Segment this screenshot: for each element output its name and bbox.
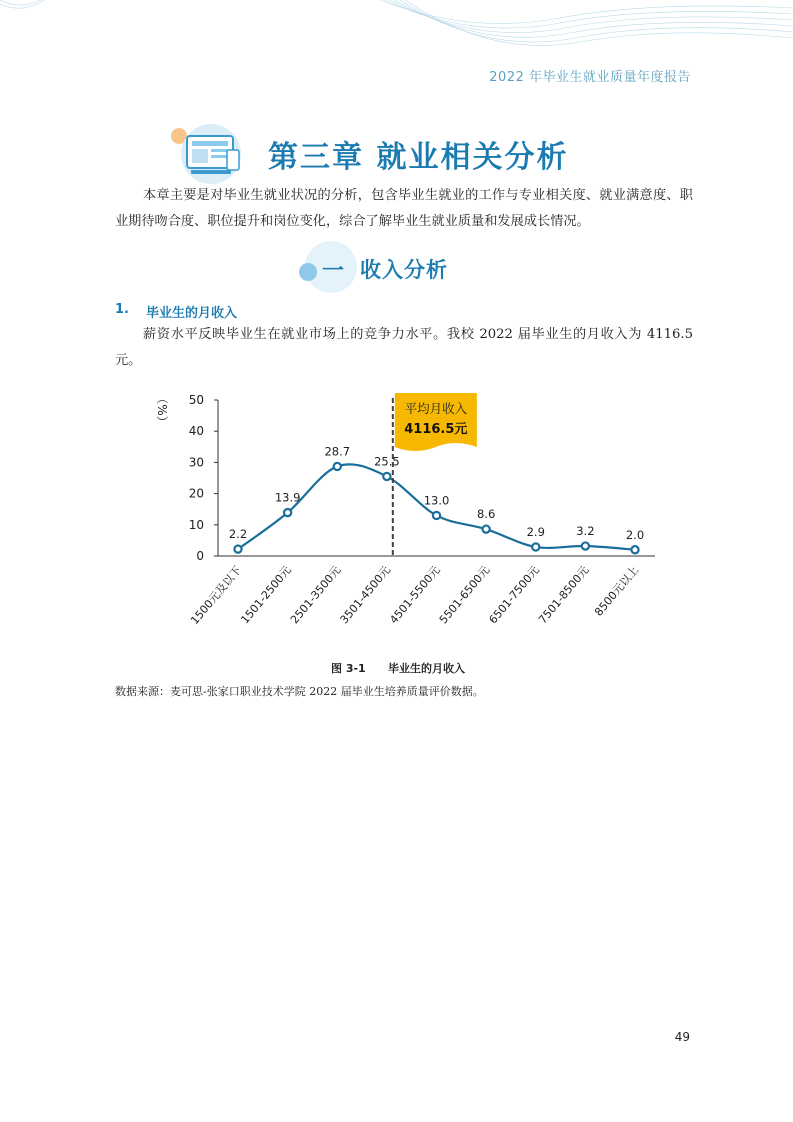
data-point bbox=[631, 546, 638, 553]
y-tick-label: 50 bbox=[188, 393, 204, 407]
x-tick-label: 4501-5500元 bbox=[387, 563, 443, 627]
y-tick-label: 20 bbox=[188, 486, 204, 501]
section-title: 收入分析 bbox=[360, 258, 448, 282]
data-point bbox=[532, 543, 539, 550]
y-tick-label: 10 bbox=[188, 517, 204, 532]
data-point bbox=[284, 509, 291, 516]
report-header-title: 2022 年毕业生就业质量年度报告 bbox=[489, 70, 691, 85]
data-point bbox=[582, 542, 589, 549]
data-point bbox=[383, 473, 390, 480]
data-point bbox=[234, 546, 241, 553]
x-tick-label: 2501-3500元 bbox=[287, 563, 344, 627]
data-label: 8.6 bbox=[476, 507, 496, 522]
y-tick-label: 30 bbox=[188, 455, 204, 470]
data-label: 28.7 bbox=[324, 444, 351, 459]
x-tick-label: 3501-4500元 bbox=[337, 563, 394, 627]
data-label: 2.2 bbox=[228, 527, 248, 542]
data-label: 3.2 bbox=[576, 524, 595, 539]
average-flag-label: 平均月收入 bbox=[404, 401, 468, 416]
data-point bbox=[483, 526, 490, 533]
figure-label: 图 3-1 bbox=[331, 662, 366, 675]
body-paragraph: 薪资水平反映毕业生在就业市场上的竞争力水平。我校 2022 届毕业生的月收入为 4116.5 元。 bbox=[115, 327, 693, 368]
x-tick-label: 1500元及以下 bbox=[188, 563, 245, 628]
data-point bbox=[334, 463, 341, 470]
computer-icon bbox=[165, 118, 255, 188]
x-tick-label: 5501-6500元 bbox=[436, 563, 493, 627]
subsection-title: 毕业生的月收入 bbox=[146, 306, 238, 321]
data-label: 13.0 bbox=[423, 493, 450, 508]
average-flag-value: 4116.5元 bbox=[404, 422, 468, 437]
x-tick-label: 1501-2500元 bbox=[238, 563, 294, 627]
header-wave-decoration bbox=[0, 0, 793, 70]
data-label: 2.9 bbox=[526, 524, 545, 539]
y-tick-label: 0 bbox=[196, 549, 204, 563]
subsection-number: 1. bbox=[115, 302, 129, 317]
data-label: 25.5 bbox=[374, 454, 400, 469]
chapter-title: 第三章 就业相关分析 bbox=[268, 140, 569, 175]
data-label: 2.0 bbox=[625, 527, 645, 542]
data-source-note: 数据来源：麦可思-张家口职业技术学院 2022 届毕业生培养质量评价数据。 bbox=[115, 685, 484, 698]
intro-paragraph: 本章主要是对毕业生就业状况的分析，包含毕业生就业的工作与专业相关度、就业满意度、职业期待吻合度、职位提升和岗位变化，综合了解毕业生就业质量和发展成长情况。 bbox=[115, 188, 693, 229]
section-number: 一 bbox=[322, 259, 345, 284]
y-tick-label: 40 bbox=[188, 424, 204, 439]
x-tick-label: 7501-8500元 bbox=[536, 563, 592, 627]
data-point bbox=[433, 512, 440, 519]
monthly-income-chart bbox=[140, 380, 670, 650]
figure-caption: 毕业生的月收入 bbox=[388, 662, 465, 675]
data-label: 13.9 bbox=[274, 490, 301, 505]
y-axis-label: （%） bbox=[155, 392, 169, 428]
x-tick-label: 8500元以上 bbox=[592, 563, 642, 619]
page-number: 49 bbox=[674, 1030, 690, 1044]
x-tick-label: 6501-7500元 bbox=[486, 563, 543, 627]
